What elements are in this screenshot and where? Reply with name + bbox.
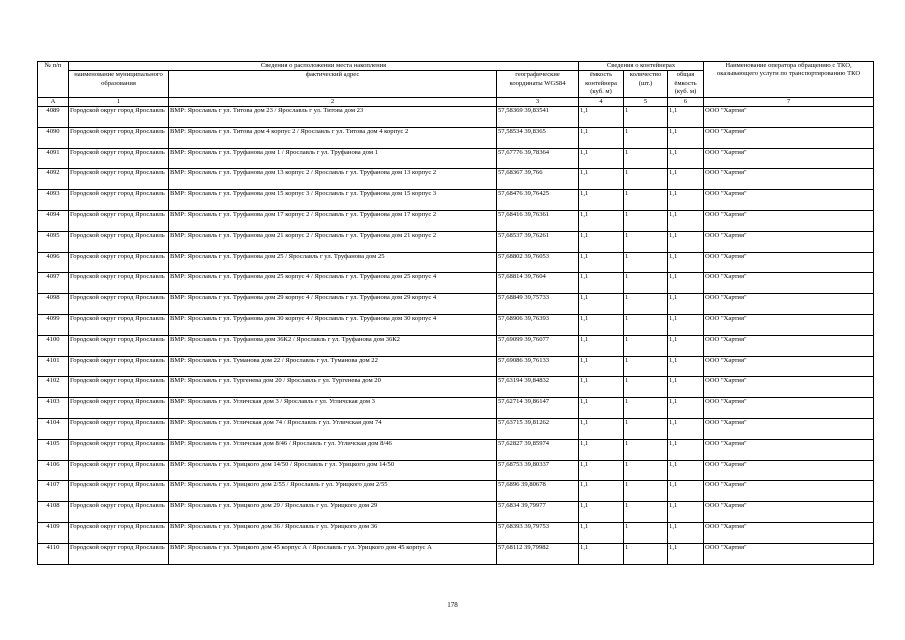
cell-count: 1 [624,190,668,211]
cell-coordinates: 57,68393 39,79753 [497,522,579,543]
cell-number: 4103 [38,398,69,419]
cell-capacity: 1,1 [579,127,624,148]
cell-coordinates: 57,68753 39,80337 [497,460,579,481]
cell-coordinates: 57,62714 39,86147 [497,398,579,419]
cell-count: 1 [624,522,668,543]
cell-count: 1 [624,356,668,377]
table-row [38,502,874,523]
cell-total-capacity: 1,1 [668,211,704,232]
cell-coordinates: 57,58369 39,83541 [497,107,579,128]
table-row [38,543,874,564]
cell-capacity: 1,1 [579,335,624,356]
table-row [38,211,874,232]
cell-address: ВМР: Ярославль г ул. Угличская дом 74 / Ярославль г ул. Угличская дом 74 [169,418,497,439]
table-header [38,62,874,107]
cell-capacity: 1,1 [579,148,624,169]
cell-capacity: 1,1 [579,543,624,564]
table-row [38,460,874,481]
cell-address: ВМР: Ярославль г ул. Урицкого дом 45 корпус А / Ярославль г ул. Урицкого дом 45 корпус А [169,543,497,564]
header-num: № п/п [38,62,69,98]
cell-number: 4110 [38,543,69,564]
cell-total-capacity: 1,1 [668,169,704,190]
cell-capacity: 1,1 [579,460,624,481]
cell-count: 1 [624,252,668,273]
cell-operator: ООО "Хартия" [704,294,874,315]
table-row [38,356,874,377]
cell-operator: ООО "Хартия" [704,460,874,481]
table-row [38,273,874,294]
cell-address: ВМР: Ярославль г ул. Туманова дом 22 / Ярославль г ул. Туманова дом 22 [169,356,497,377]
cell-number: 4094 [38,211,69,232]
cell-operator: ООО "Хартия" [704,252,874,273]
cell-municipality: Городской округ город Ярославль [69,418,169,439]
cell-municipality: Городской округ город Ярославль [69,211,169,232]
cell-address: ВМР: Ярославль г ул. Труфанова дом 15 корпус 3 / Ярославль г ул. Труфанова дом 15 корпус 3 [169,190,497,211]
cell-capacity: 1,1 [579,481,624,502]
cell-municipality: Городской округ город Ярославль [69,273,169,294]
cell-total-capacity: 1,1 [668,294,704,315]
index-cell: 3 [497,97,579,106]
cell-total-capacity: 1,1 [668,481,704,502]
cell-operator: ООО "Хартия" [704,273,874,294]
cell-coordinates: 57,68537 39,76261 [497,231,579,252]
header-containers-group: Сведения о контейнерах [579,62,704,71]
index-cell: 7 [704,97,874,106]
cell-number: 4101 [38,356,69,377]
index-cell: 6 [668,97,704,106]
cell-coordinates: 57,68802 39,76053 [497,252,579,273]
cell-total-capacity: 1,1 [668,522,704,543]
cell-operator: ООО "Хартия" [704,148,874,169]
cell-count: 1 [624,481,668,502]
cell-address: ВМР: Ярославль г ул. Труфанова дом 13 корпус 2 / Ярославль г ул. Труфанова дом 13 корпус 2 [169,169,497,190]
cell-municipality: Городской округ город Ярославль [69,315,169,336]
cell-count: 1 [624,543,668,564]
cell-total-capacity: 1,1 [668,418,704,439]
table-row [38,481,874,502]
table-row [38,335,874,356]
cell-number: 4105 [38,439,69,460]
header-address: фактический адрес [169,71,497,97]
header-capacity: ёмкость контейнера (куб. м) [579,71,624,97]
cell-municipality: Городской округ город Ярославль [69,356,169,377]
cell-count: 1 [624,211,668,232]
index-cell: А [38,97,69,106]
cell-municipality: Городской округ город Ярославль [69,190,169,211]
cell-municipality: Городской округ город Ярославль [69,398,169,419]
cell-coordinates: 57,69099 39,76077 [497,335,579,356]
header-index-row [38,97,874,106]
cell-address: ВМР: Ярославль г ул. Труфанова дом 29 корпус 4 / Ярославль г ул. Труфанова дом 29 корпус 4 [169,294,497,315]
cell-coordinates: 57,58534 39,8365 [497,127,579,148]
table-row [38,148,874,169]
cell-capacity: 1,1 [579,398,624,419]
cell-coordinates: 57,62827 39,85974 [497,439,579,460]
cell-total-capacity: 1,1 [668,335,704,356]
cell-municipality: Городской округ город Ярославль [69,460,169,481]
header-location-group: Сведения о расположении места накопления [69,62,579,71]
cell-count: 1 [624,315,668,336]
cell-capacity: 1,1 [579,502,624,523]
cell-address: ВМР: Ярославль г ул. Труфанова дом 25 / Ярославль г ул. Труфанова дом 25 [169,252,497,273]
register-table [37,61,874,565]
cell-number: 4106 [38,460,69,481]
header-municipality: наименование муниципального образования [69,71,169,97]
table-row [38,439,874,460]
cell-address: ВМР: Ярославль г ул. Титова дом 23 / Ярославль г ул. Титова дом 23 [169,107,497,128]
cell-address: ВМР: Ярославль г ул. Тургенева дом 20 / Ярославль г ул. Тургенева дом 20 [169,377,497,398]
cell-operator: ООО "Хартия" [704,335,874,356]
cell-coordinates: 57,68416 39,76361 [497,211,579,232]
cell-address: ВМР: Ярославль г ул. Труфанова дом 30 корпус 4 / Ярославль г ул. Труфанова дом 30 корпус 4 [169,315,497,336]
cell-number: 4096 [38,252,69,273]
cell-number: 4109 [38,522,69,543]
cell-count: 1 [624,335,668,356]
cell-count: 1 [624,377,668,398]
cell-address: ВМР: Ярославль г ул. Урицкого дом 2/55 / Ярославль г ул. Урицкого дом 2/55 [169,481,497,502]
cell-operator: ООО "Хартия" [704,502,874,523]
cell-address: ВМР: Ярославль г ул. Титова дом 4 корпус 2 / Ярославль г ул. Титова дом 4 корпус 2 [169,127,497,148]
cell-count: 1 [624,273,668,294]
cell-capacity: 1,1 [579,377,624,398]
cell-operator: ООО "Хартия" [704,315,874,336]
cell-coordinates: 57,68367 39,766 [497,169,579,190]
cell-number: 4108 [38,502,69,523]
cell-municipality: Городской округ город Ярославль [69,439,169,460]
cell-municipality: Городской округ город Ярославль [69,335,169,356]
cell-operator: ООО "Хартия" [704,107,874,128]
cell-coordinates: 57,67776 39,78364 [497,148,579,169]
cell-coordinates: 57,6834 39,79977 [497,502,579,523]
cell-operator: ООО "Хартия" [704,481,874,502]
page-number: 178 [447,601,458,609]
cell-coordinates: 57,68849 39,75733 [497,294,579,315]
cell-number: 4097 [38,273,69,294]
cell-capacity: 1,1 [579,522,624,543]
cell-address: ВМР: Ярославль г ул. Труфанова дом 1 / Ярославль г ул. Труфанова дом 1 [169,148,497,169]
cell-coordinates: 57,68112 39,79982 [497,543,579,564]
cell-count: 1 [624,148,668,169]
cell-capacity: 1,1 [579,169,624,190]
header-count: количество (шт.) [624,71,668,97]
cell-total-capacity: 1,1 [668,273,704,294]
cell-total-capacity: 1,1 [668,127,704,148]
cell-number: 4099 [38,315,69,336]
cell-total-capacity: 1,1 [668,377,704,398]
cell-count: 1 [624,127,668,148]
cell-capacity: 1,1 [579,418,624,439]
cell-address: ВМР: Ярославль г ул. Труфанова дом 36К2 / Ярославль г ул. Труфанова дом 36К2 [169,335,497,356]
cell-capacity: 1,1 [579,294,624,315]
cell-coordinates: 57,68814 39,7604 [497,273,579,294]
cell-capacity: 1,1 [579,107,624,128]
cell-count: 1 [624,398,668,419]
cell-total-capacity: 1,1 [668,398,704,419]
cell-capacity: 1,1 [579,439,624,460]
table-row [38,231,874,252]
cell-count: 1 [624,460,668,481]
cell-coordinates: 57,6896 39,80678 [497,481,579,502]
cell-municipality: Городской округ город Ярославль [69,169,169,190]
cell-coordinates: 57,69086 39,76133 [497,356,579,377]
cell-count: 1 [624,107,668,128]
cell-capacity: 1,1 [579,356,624,377]
cell-total-capacity: 1,1 [668,543,704,564]
cell-operator: ООО "Хартия" [704,190,874,211]
table-row [38,252,874,273]
index-cell: 4 [579,97,624,106]
cell-capacity: 1,1 [579,231,624,252]
cell-address: ВМР: Ярославль г ул. Урицкого дом 29 / Ярославль г ул. Урицкого дом 29 [169,502,497,523]
cell-municipality: Городской округ город Ярославль [69,148,169,169]
cell-operator: ООО "Хартия" [704,543,874,564]
cell-operator: ООО "Хартия" [704,127,874,148]
cell-municipality: Городской округ город Ярославль [69,107,169,128]
cell-number: 4092 [38,169,69,190]
index-cell: 5 [624,97,668,106]
cell-number: 4100 [38,335,69,356]
header-operator: Наименование оператора обращению с ТКО, оказывающего услуги по транспортированию ТКО [704,62,874,98]
cell-total-capacity: 1,1 [668,356,704,377]
cell-number: 4107 [38,481,69,502]
cell-number: 4091 [38,148,69,169]
cell-number: 4104 [38,418,69,439]
index-cell: 2 [169,97,497,106]
header-coords: географические координаты WGS84 [497,71,579,97]
cell-number: 4098 [38,294,69,315]
cell-total-capacity: 1,1 [668,252,704,273]
table-row [38,522,874,543]
cell-number: 4089 [38,107,69,128]
cell-coordinates: 57,68476 39,76425 [497,190,579,211]
table-row [38,190,874,211]
cell-operator: ООО "Хартия" [704,398,874,419]
cell-total-capacity: 1,1 [668,460,704,481]
cell-address: ВМР: Ярославль г ул. Труфанова дом 25 корпус 4 / Ярославль г ул. Труфанова дом 25 корпус 4 [169,273,497,294]
cell-total-capacity: 1,1 [668,231,704,252]
cell-total-capacity: 1,1 [668,315,704,336]
table-row [38,398,874,419]
cell-total-capacity: 1,1 [668,190,704,211]
cell-address: ВМР: Ярославль г ул. Труфанова дом 17 корпус 2 / Ярославль г ул. Труфанова дом 17 корпус 2 [169,211,497,232]
cell-operator: ООО "Хартия" [704,377,874,398]
cell-number: 4093 [38,190,69,211]
cell-municipality: Городской округ город Ярославль [69,127,169,148]
cell-count: 1 [624,439,668,460]
cell-municipality: Городской округ город Ярославль [69,502,169,523]
table-row [38,315,874,336]
cell-total-capacity: 1,1 [668,107,704,128]
cell-municipality: Городской округ город Ярославль [69,231,169,252]
cell-capacity: 1,1 [579,211,624,232]
cell-operator: ООО "Хартия" [704,231,874,252]
cell-capacity: 1,1 [579,315,624,336]
cell-municipality: Городской округ город Ярославль [69,377,169,398]
cell-municipality: Городской округ город Ярославль [69,481,169,502]
cell-municipality: Городской округ город Ярославль [69,543,169,564]
cell-operator: ООО "Хартия" [704,439,874,460]
cell-coordinates: 57,63715 39,81262 [497,418,579,439]
table-row [38,127,874,148]
cell-coordinates: 57,68906 39,76393 [497,315,579,336]
cell-operator: ООО "Хартия" [704,522,874,543]
cell-address: ВМР: Ярославль г ул. Угличская дом 3 / Ярославль г ул. Угличская дом 3 [169,398,497,419]
cell-address: ВМР: Ярославль г ул. Урицкого дом 36 / Ярославль г ул. Урицкого дом 36 [169,522,497,543]
cell-address: ВМР: Ярославль г ул. Угличская дом 8/46 / Ярославль г ул. Угличская дом 8/46 [169,439,497,460]
cell-total-capacity: 1,1 [668,439,704,460]
cell-count: 1 [624,294,668,315]
cell-municipality: Городской округ город Ярославль [69,252,169,273]
cell-address: ВМР: Ярославль г ул. Труфанова дом 21 корпус 2 / Ярославль г ул. Труфанова дом 21 корпус 2 [169,231,497,252]
cell-coordinates: 57,63194 39,84832 [497,377,579,398]
table-row [38,107,874,128]
cell-total-capacity: 1,1 [668,502,704,523]
cell-operator: ООО "Хартия" [704,418,874,439]
cell-capacity: 1,1 [579,273,624,294]
cell-municipality: Городской округ город Ярославль [69,522,169,543]
cell-count: 1 [624,418,668,439]
cell-number: 4090 [38,127,69,148]
table-body [38,107,874,565]
cell-address: ВМР: Ярославль г ул. Урицкого дом 14/50 / Ярославль г ул. Урицкого дом 14/50 [169,460,497,481]
cell-number: 4102 [38,377,69,398]
cell-total-capacity: 1,1 [668,148,704,169]
cell-operator: ООО "Хартия" [704,169,874,190]
cell-number: 4095 [38,231,69,252]
table-row [38,169,874,190]
table-row [38,377,874,398]
index-cell: 1 [69,97,169,106]
cell-municipality: Городской округ город Ярославль [69,294,169,315]
table-row [38,418,874,439]
cell-operator: ООО "Хартия" [704,356,874,377]
table-row [38,294,874,315]
cell-capacity: 1,1 [579,252,624,273]
header-total: общая ёмкость (куб. м) [668,71,704,97]
cell-count: 1 [624,169,668,190]
cell-operator: ООО "Хартия" [704,211,874,232]
cell-count: 1 [624,231,668,252]
cell-count: 1 [624,502,668,523]
cell-capacity: 1,1 [579,190,624,211]
